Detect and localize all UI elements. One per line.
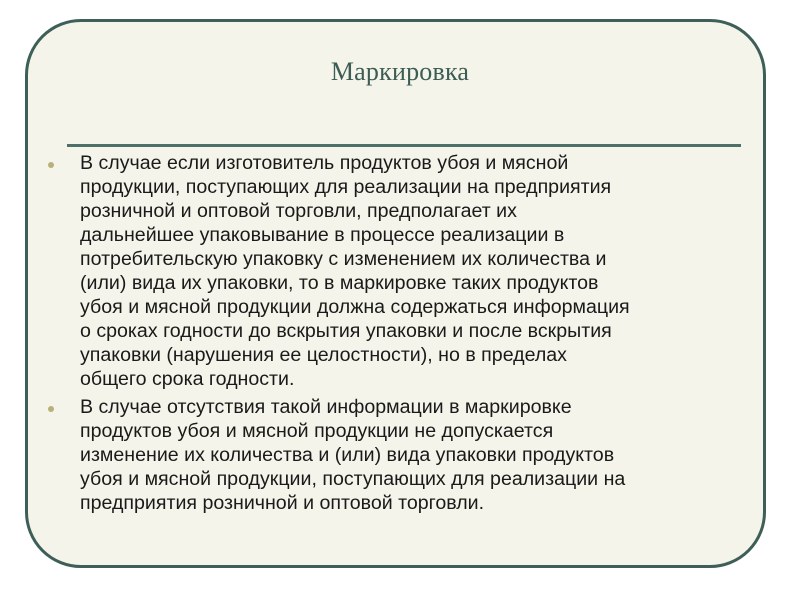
text-line: предприятия розничной и оптовой торговли.	[80, 492, 485, 514]
text-line: упаковки (нарушения ее целостности), но в пределах	[80, 344, 567, 366]
text-line: изменение их количества и (или) вида упаковки продуктов	[80, 444, 615, 466]
bullet-list	[46, 151, 766, 519]
text-line: убоя и мясной продукции, поступающих для реализации на	[80, 468, 626, 490]
text-line: продукции, поступающих для реализации на предприятия	[80, 176, 612, 198]
bullet-dot-icon	[48, 406, 54, 412]
title-divider	[67, 144, 741, 147]
text-line: потребительскую упаковку с изменением их количества и	[80, 248, 607, 270]
slide-title: Маркировка	[330, 57, 470, 86]
text-line: общего срока годности.	[80, 368, 295, 390]
text-line: В случае отсутствия такой информации в маркировке	[80, 396, 572, 418]
bullet-item-1	[46, 151, 766, 391]
bullet-text	[80, 395, 766, 515]
bullet-item-2	[46, 395, 766, 515]
text-line: розничной и оптовой торговли, предполагает их	[80, 200, 517, 222]
bullet-dot-icon	[48, 162, 54, 168]
text-line: убоя и мясной продукции должна содержаться информация	[80, 296, 630, 318]
bullet-text	[80, 151, 766, 391]
text-line: дальнейшее упаковывание в процессе реализации в	[80, 224, 565, 246]
text-line: о сроках годности до вскрытия упаковки и после вскрытия	[80, 320, 612, 342]
text-line: В случае если изготовитель продуктов убоя и мясной	[80, 152, 569, 174]
text-line: (или) вида их упаковки, то в маркировке таких продуктов	[80, 272, 599, 294]
text-line: продуктов убоя и мясной продукции не допускается	[80, 420, 554, 442]
